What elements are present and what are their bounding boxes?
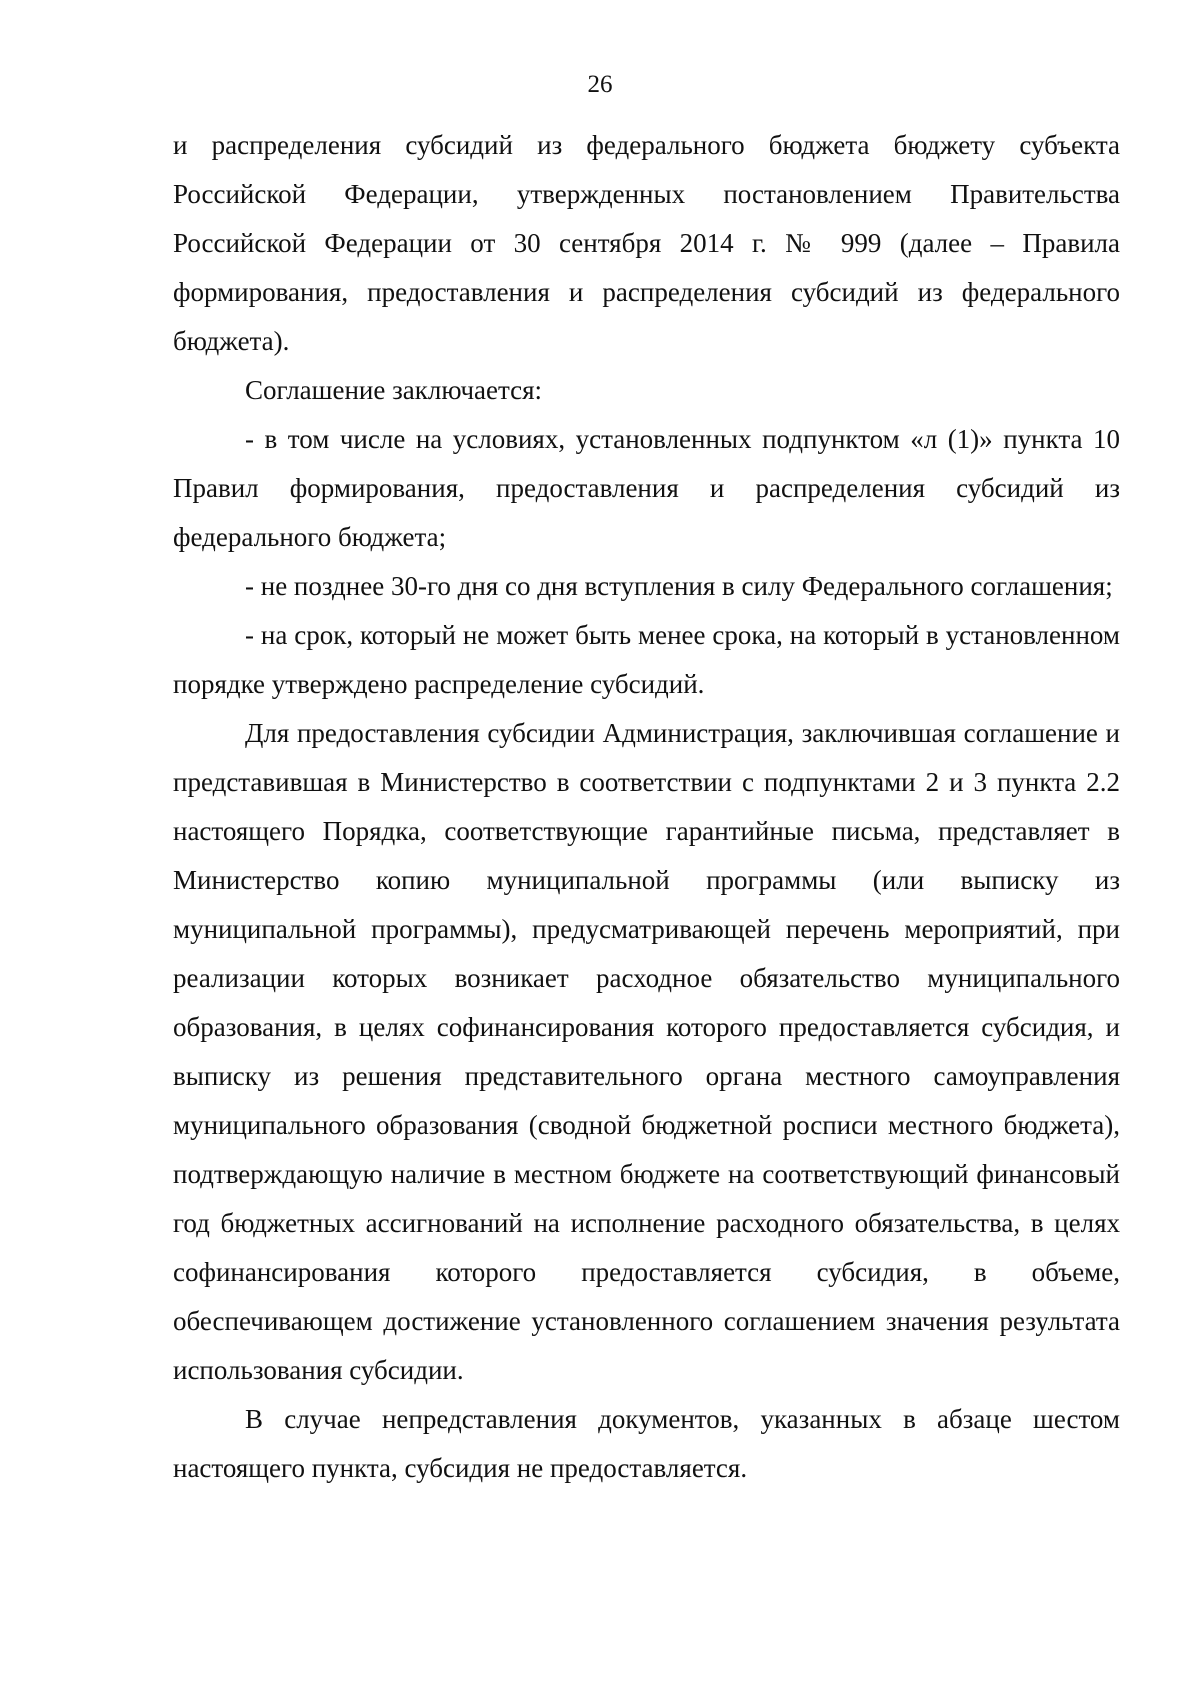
paragraph-deadline-item: - не позднее 30-го дня со дня вступления в силу Федерального соглашения; [245,571,1113,601]
paragraph-continuation: и распределения субсидий из федерального бюджета бюджету субъекта Российской Федерации, утвержденных постановлением Правительства Российской Федерации от 30 сентября 2014 г. № 999 (далее – Правила формирования, предоставления и распределения субсидий из федерального бюджета). [173,130,1120,356]
paragraph-non-submission: В случае непредставления документов, указанных в абзаце шестом настоящего пункта, субсидия не предоставляется. [173,1404,1120,1483]
paragraph-documents-requirements: Для предоставления субсидии Администрация, заключившая соглашение и представившая в Министерство в соответствии с подпунктами 2 и 3 пункта 2.2 настоящего Порядка, соответствующие гарантийные письма, представляет в Министерство копию муниципальной программы (или выписку из муниципальной программы), предусматривающей перечень мероприятий, при реализации которых возникает расходное обязательство муниципального образования, в целях софинансирования которого предоставляется субсидия, и выписку из решения представительного органа местного самоуправления муниципального образования (сводной бюджетной росписи местного бюджета), подтверждающую наличие в местном бюджете на соответствующий финансовый год бюджетных ассигнований на исполнение расходного обязательства, в целях софинансирования которого предоставляется субсидия, в объеме, обеспечивающем достижение установленного соглашением значения результата использования субсидии. [173,718,1120,1385]
page-number: 26 [587,71,613,98]
paragraph-term-item: - на срок, который не может быть менее срока, на который в установленном порядке утверждено распределение субсидий. [173,620,1120,699]
document-body [173,121,1120,1493]
paragraph-condition-item: - в том числе на условиях, установленных подпунктом «л (1)» пункта 10 Правил формирования, предоставления и распределения субсидий из федерального бюджета; [173,424,1120,552]
paragraph-agreement-intro: Соглашение заключается: [245,375,543,405]
